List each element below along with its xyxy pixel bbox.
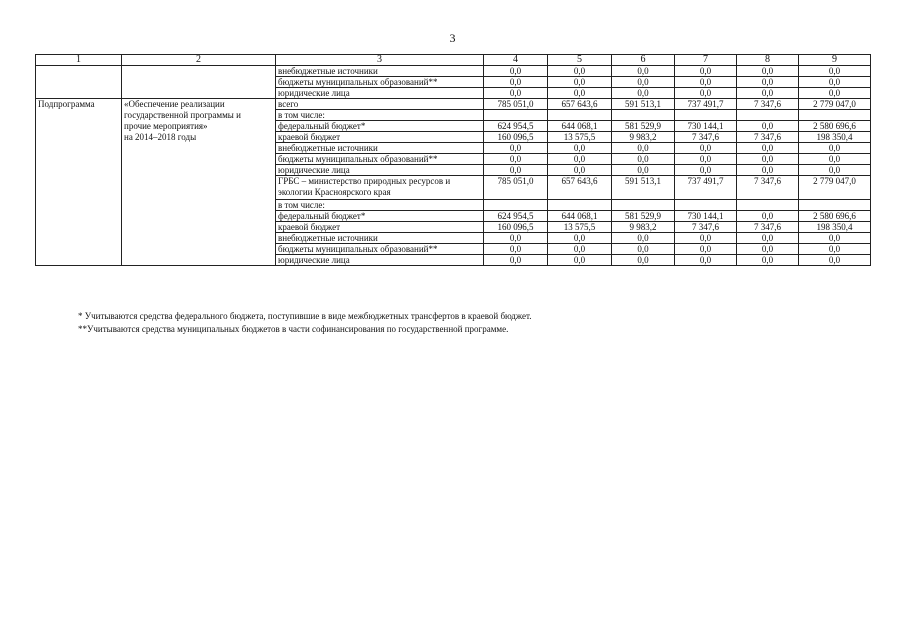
value-cell: 581 529,9 [612, 121, 675, 132]
value-cell: 0,0 [737, 66, 799, 77]
source-label: в том числе: [276, 110, 484, 121]
value-cell: 7 347,6 [737, 222, 799, 233]
value-cell: 0,0 [548, 255, 612, 266]
value-cell: 0,0 [612, 244, 675, 255]
value-cell: 624 954,5 [484, 211, 548, 222]
value-cell: 730 144,1 [675, 211, 737, 222]
value-cell: 591 513,1 [612, 99, 675, 110]
source-label: бюджеты муниципальных образований** [276, 77, 484, 88]
source-label: федеральный бюджет* [276, 121, 484, 132]
value-cell: 0,0 [484, 165, 548, 176]
value-cell: 0,0 [548, 66, 612, 77]
value-cell [612, 110, 675, 121]
source-label: внебюджетные источники [276, 66, 484, 77]
value-cell: 0,0 [548, 154, 612, 165]
value-cell: 0,0 [675, 66, 737, 77]
subprogram-type-cell: Подпрограмма [36, 99, 122, 266]
budget-table [35, 54, 871, 266]
footnote-municipal: **Учитываются средства муниципальных бюджетов в части софинансирования по государственной программе. [78, 324, 509, 334]
value-cell: 0,0 [799, 154, 871, 165]
value-cell: 0,0 [612, 255, 675, 266]
value-cell: 7 347,6 [737, 176, 799, 200]
value-cell: 0,0 [484, 233, 548, 244]
value-cell: 2 779 047,0 [799, 99, 871, 110]
header-col-5: 5 [548, 55, 612, 66]
footnotes [78, 310, 532, 336]
value-cell: 0,0 [737, 154, 799, 165]
value-cell: 0,0 [484, 88, 548, 99]
source-label: внебюджетные источники [276, 233, 484, 244]
value-cell [737, 200, 799, 211]
header-col-6: 6 [612, 55, 675, 66]
value-cell: 0,0 [548, 244, 612, 255]
value-cell: 7 347,6 [675, 222, 737, 233]
value-cell: 0,0 [737, 211, 799, 222]
value-cell: 657 643,6 [548, 99, 612, 110]
value-cell [484, 200, 548, 211]
value-cell: 0,0 [799, 244, 871, 255]
table-row [36, 66, 871, 77]
value-cell: 0,0 [548, 88, 612, 99]
source-label: федеральный бюджет* [276, 211, 484, 222]
header-col-3: 3 [276, 55, 484, 66]
value-cell: 198 350,4 [799, 132, 871, 143]
value-cell: 9 983,2 [612, 222, 675, 233]
header-col-7: 7 [675, 55, 737, 66]
value-cell: 0,0 [484, 66, 548, 77]
value-cell: 13 575,5 [548, 132, 612, 143]
value-cell: 0,0 [612, 154, 675, 165]
value-cell: 0,0 [799, 66, 871, 77]
source-label: краевой бюджет [276, 222, 484, 233]
value-cell: 0,0 [737, 88, 799, 99]
subprogram-name-line: на 2014–2018 годы [124, 132, 197, 142]
value-cell: 0,0 [548, 233, 612, 244]
value-cell [612, 200, 675, 211]
header-row [36, 55, 871, 66]
value-cell: 0,0 [612, 66, 675, 77]
value-cell: 644 068,1 [548, 211, 612, 222]
value-cell: 737 491,7 [675, 99, 737, 110]
source-label: краевой бюджет [276, 132, 484, 143]
value-cell: 2 580 696,6 [799, 211, 871, 222]
source-label: внебюджетные источники [276, 143, 484, 154]
value-cell: 0,0 [612, 88, 675, 99]
subprogram-name-line: государственной программы и [124, 110, 241, 120]
source-label: юридические лица [276, 255, 484, 266]
header-col-8: 8 [737, 55, 799, 66]
value-cell: 581 529,9 [612, 211, 675, 222]
value-cell: 0,0 [675, 88, 737, 99]
value-cell [548, 200, 612, 211]
value-cell: 0,0 [799, 255, 871, 266]
value-cell: 2 779 047,0 [799, 176, 871, 200]
value-cell: 0,0 [484, 154, 548, 165]
value-cell: 657 643,6 [548, 176, 612, 200]
source-label: бюджеты муниципальных образований** [276, 244, 484, 255]
value-cell: 9 983,2 [612, 132, 675, 143]
value-cell [799, 200, 871, 211]
value-cell: 0,0 [612, 143, 675, 154]
value-cell: 0,0 [799, 143, 871, 154]
source-label: бюджеты муниципальных образований** [276, 154, 484, 165]
value-cell: 0,0 [737, 121, 799, 132]
value-cell: 730 144,1 [675, 121, 737, 132]
value-cell: 198 350,4 [799, 222, 871, 233]
value-cell [737, 110, 799, 121]
header-col-4: 4 [484, 55, 548, 66]
value-cell: 0,0 [548, 143, 612, 154]
value-cell [675, 110, 737, 121]
value-cell: 160 096,5 [484, 222, 548, 233]
value-cell: 160 096,5 [484, 132, 548, 143]
value-cell: 0,0 [484, 143, 548, 154]
page-number: 3 [449, 31, 456, 45]
source-label: всего [276, 99, 484, 110]
header-col-2: 2 [122, 55, 276, 66]
value-cell: 737 491,7 [675, 176, 737, 200]
source-label: юридические лица [276, 88, 484, 99]
value-cell: 0,0 [675, 255, 737, 266]
value-cell: 0,0 [484, 255, 548, 266]
value-cell: 0,0 [675, 143, 737, 154]
value-cell: 0,0 [799, 233, 871, 244]
value-cell: 0,0 [675, 165, 737, 176]
value-cell: 0,0 [484, 77, 548, 88]
value-cell: 7 347,6 [675, 132, 737, 143]
subprogram-name-line: «Обеспечение реализации [124, 99, 225, 109]
header-col-1: 1 [36, 55, 122, 66]
table-row [36, 99, 871, 110]
value-cell: 2 580 696,6 [799, 121, 871, 132]
value-cell: 0,0 [612, 233, 675, 244]
value-cell: 13 575,5 [548, 222, 612, 233]
value-cell: 0,0 [737, 165, 799, 176]
value-cell: 7 347,6 [737, 99, 799, 110]
value-cell [484, 110, 548, 121]
value-cell: 0,0 [675, 154, 737, 165]
value-cell: 0,0 [548, 165, 612, 176]
value-cell: 0,0 [675, 233, 737, 244]
value-cell: 591 513,1 [612, 176, 675, 200]
value-cell: 624 954,5 [484, 121, 548, 132]
value-cell [799, 110, 871, 121]
status-cell [36, 66, 122, 99]
value-cell: 0,0 [799, 77, 871, 88]
value-cell: 0,0 [737, 233, 799, 244]
value-cell: 785 051,0 [484, 99, 548, 110]
program-name-cell [122, 66, 276, 99]
header-col-9: 9 [799, 55, 871, 66]
value-cell: 7 347,6 [737, 132, 799, 143]
grbs-label-line: экологии Красноярского края [278, 187, 391, 197]
value-cell: 0,0 [737, 77, 799, 88]
value-cell: 0,0 [675, 244, 737, 255]
value-cell: 644 068,1 [548, 121, 612, 132]
value-cell: 0,0 [484, 244, 548, 255]
value-cell: 0,0 [612, 165, 675, 176]
source-label: в том числе: [276, 200, 484, 211]
grbs-label-line: ГРБС – министерство природных ресурсов и [278, 176, 451, 186]
subprogram-name-cell [122, 99, 276, 266]
value-cell: 785 051,0 [484, 176, 548, 200]
source-label: юридические лица [276, 165, 484, 176]
value-cell: 0,0 [612, 77, 675, 88]
subprogram-name-line: прочие мероприятия» [124, 121, 208, 131]
grbs-label [276, 176, 484, 200]
value-cell: 0,0 [737, 255, 799, 266]
footnote-federal: * Учитываются средства федерального бюджета, поступившие в виде межбюджетных трансфертов в краевой бюджет. [78, 311, 532, 321]
value-cell [548, 110, 612, 121]
value-cell: 0,0 [737, 143, 799, 154]
value-cell: 0,0 [737, 244, 799, 255]
value-cell: 0,0 [675, 77, 737, 88]
value-cell: 0,0 [799, 88, 871, 99]
value-cell [675, 200, 737, 211]
value-cell: 0,0 [799, 165, 871, 176]
value-cell: 0,0 [548, 77, 612, 88]
